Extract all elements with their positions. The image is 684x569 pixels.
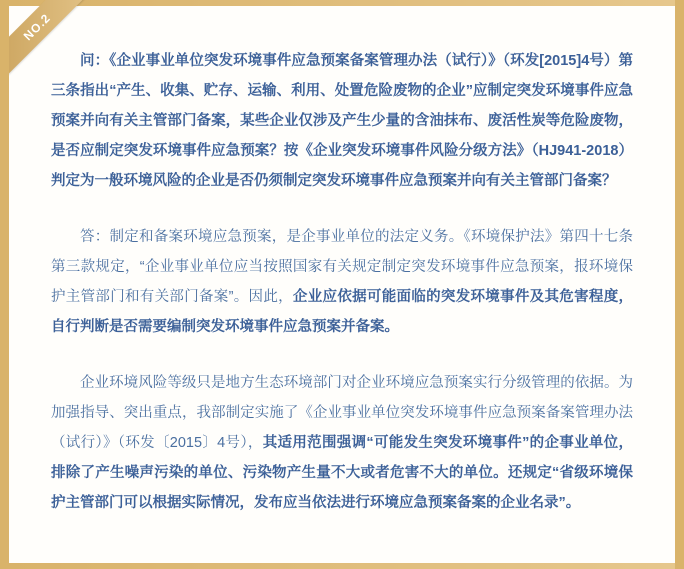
text-run: 问：《企业事业单位突发环境事件应急预案备案管理办法（试行）》（环发[2015]4号）第三条指出“产生、收集、贮存、运输、利用、处置危险废物的企业”应制定突发环境事件应急预案并向有关主管部门备案，某些企业仅涉及产生少量的含油抹布、废活性炭等危险废物，是否应制定突发环境事件应急预案？按《企业突发环境事件风险分级方法》（HJ941-2018）判定为一般环境风险的企业是否仍须制定突发环境事件应急预案并向有关主管部门备案？ bbox=[51, 53, 633, 189]
text-run: 其适用范围强调“可能发生突发环境事件”的企事业单位，排除了产生噪声污染的单位、污染物产生量不大或者危害不大的单位。还规定“省级环境保护主管部门可以根据实际情况，发布应当依法进行环境应急预案备案的企业名录”。 bbox=[51, 435, 633, 511]
paragraph-question bbox=[51, 46, 633, 196]
document-content bbox=[9, 0, 675, 569]
text-run: 企业环境风险等级只是地方生态环境部门对企业环境应急预案实行分级管理的依据。为加强指导、突出重点，我部制定实施了《企业事业单位突发环境事件应急预案备案管理办法（试行）》（环发〔2015〕4号）， bbox=[51, 375, 633, 451]
text-run: 企业应依据可能面临的突发环境事件及其危害程度，自行判断是否需要编制突发环境事件应急预案并备案。 bbox=[51, 289, 634, 335]
paragraph-answer-2 bbox=[51, 368, 633, 518]
paragraph-answer-1 bbox=[51, 222, 633, 342]
text-run: 答：制定和备案环境应急预案，是企事业单位的法定义务。《环境保护法》第四十七条第三款规定，“企业事业单位应当按照国家有关规定制定突发环境事件应急预案，报环境保护主管部门和有关部门备案”。因此， bbox=[51, 229, 633, 305]
corner-badge-no2: NO.2 bbox=[0, 0, 90, 80]
